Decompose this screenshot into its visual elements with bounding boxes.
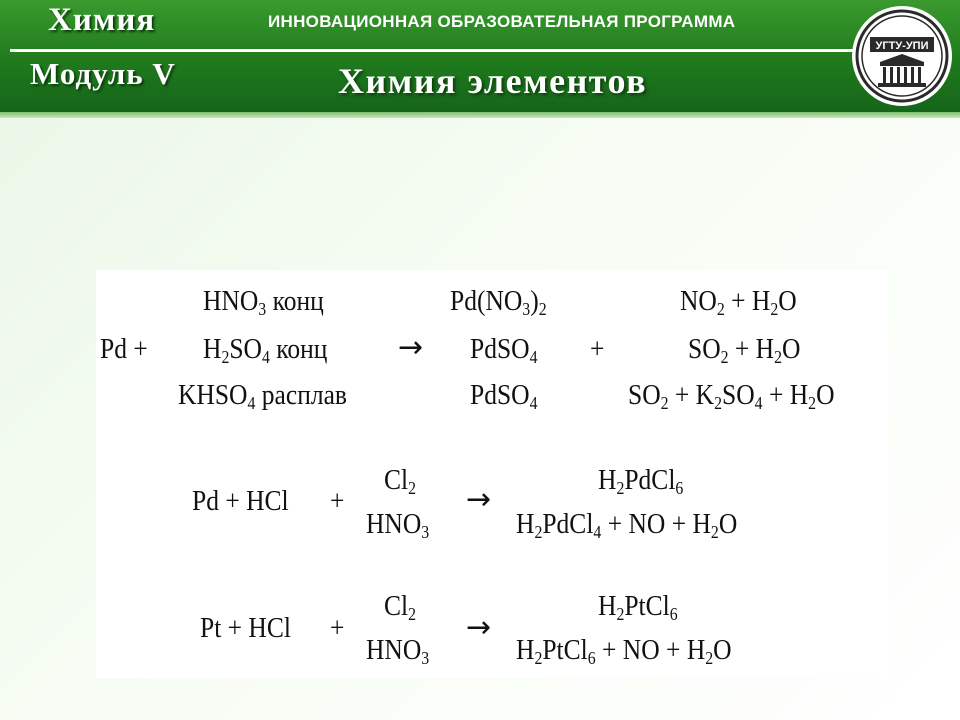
header-divider [10, 49, 858, 52]
block3-plus: + [330, 612, 345, 644]
university-logo [850, 4, 954, 108]
block1-reagent-1: $HNO_3$ конц [203, 285, 324, 320]
block3-reagent-1: $Cl_2$ [384, 590, 417, 625]
block1-product2-3: $SO_2 + K_2SO_4 + H_2O$ [628, 379, 835, 414]
block3-reagent-2: $HNO_3$ [366, 634, 430, 669]
block3-product-2: $H_2PtCl_6$ + NO + $H_2O$ [516, 634, 732, 669]
block2-product-1: $H_2PdCl_6$ [598, 464, 684, 499]
block1-product2-2: $SO_2 + H_2O$ [688, 333, 801, 368]
block3-arrow: → [466, 610, 492, 645]
block2-arrow: → [466, 482, 492, 517]
block2-reagent-1: $Cl_2$ [384, 464, 417, 499]
module-title: Модуль V [30, 56, 176, 91]
block3-product-1: $H_2PtCl_6$ [598, 590, 678, 625]
block2-product-2: $H_2PdCl_4$ + NO + $H_2O$ [516, 508, 738, 543]
block1-reagent-3: $KHSO_4$ расплав [178, 379, 347, 414]
topic-title: Химия элементов [338, 61, 648, 101]
header-stripe [0, 112, 960, 118]
program-title: ИННОВАЦИОННАЯ ОБРАЗОВАТЕЛЬНАЯ ПРОГРАММА [268, 12, 736, 31]
block1-reactant: Pd + [100, 333, 148, 365]
block2-plus: + [330, 485, 345, 517]
block1-product1-3: PdSO$_4$ [470, 379, 538, 414]
block2-reagent-2: $HNO_3$ [366, 508, 430, 543]
subject-title: Химия [48, 2, 156, 38]
logo-text: УГТУ-УПИ [875, 40, 929, 52]
block1-plus: + [590, 333, 605, 365]
block1-arrow: → [398, 330, 424, 365]
block1-product1-2: PdSO$_4$ [470, 333, 538, 368]
block2-left: Pd + HCl [192, 485, 289, 517]
block1-product1-1: $Pd(NO_3)_2$ [450, 285, 547, 320]
block1-reagent-2: $H_2SO_4$ конц [203, 333, 328, 368]
block1-product2-1: $NO_2 + H_2O$ [680, 285, 797, 320]
block3-left: Pt + HCl [200, 612, 291, 644]
